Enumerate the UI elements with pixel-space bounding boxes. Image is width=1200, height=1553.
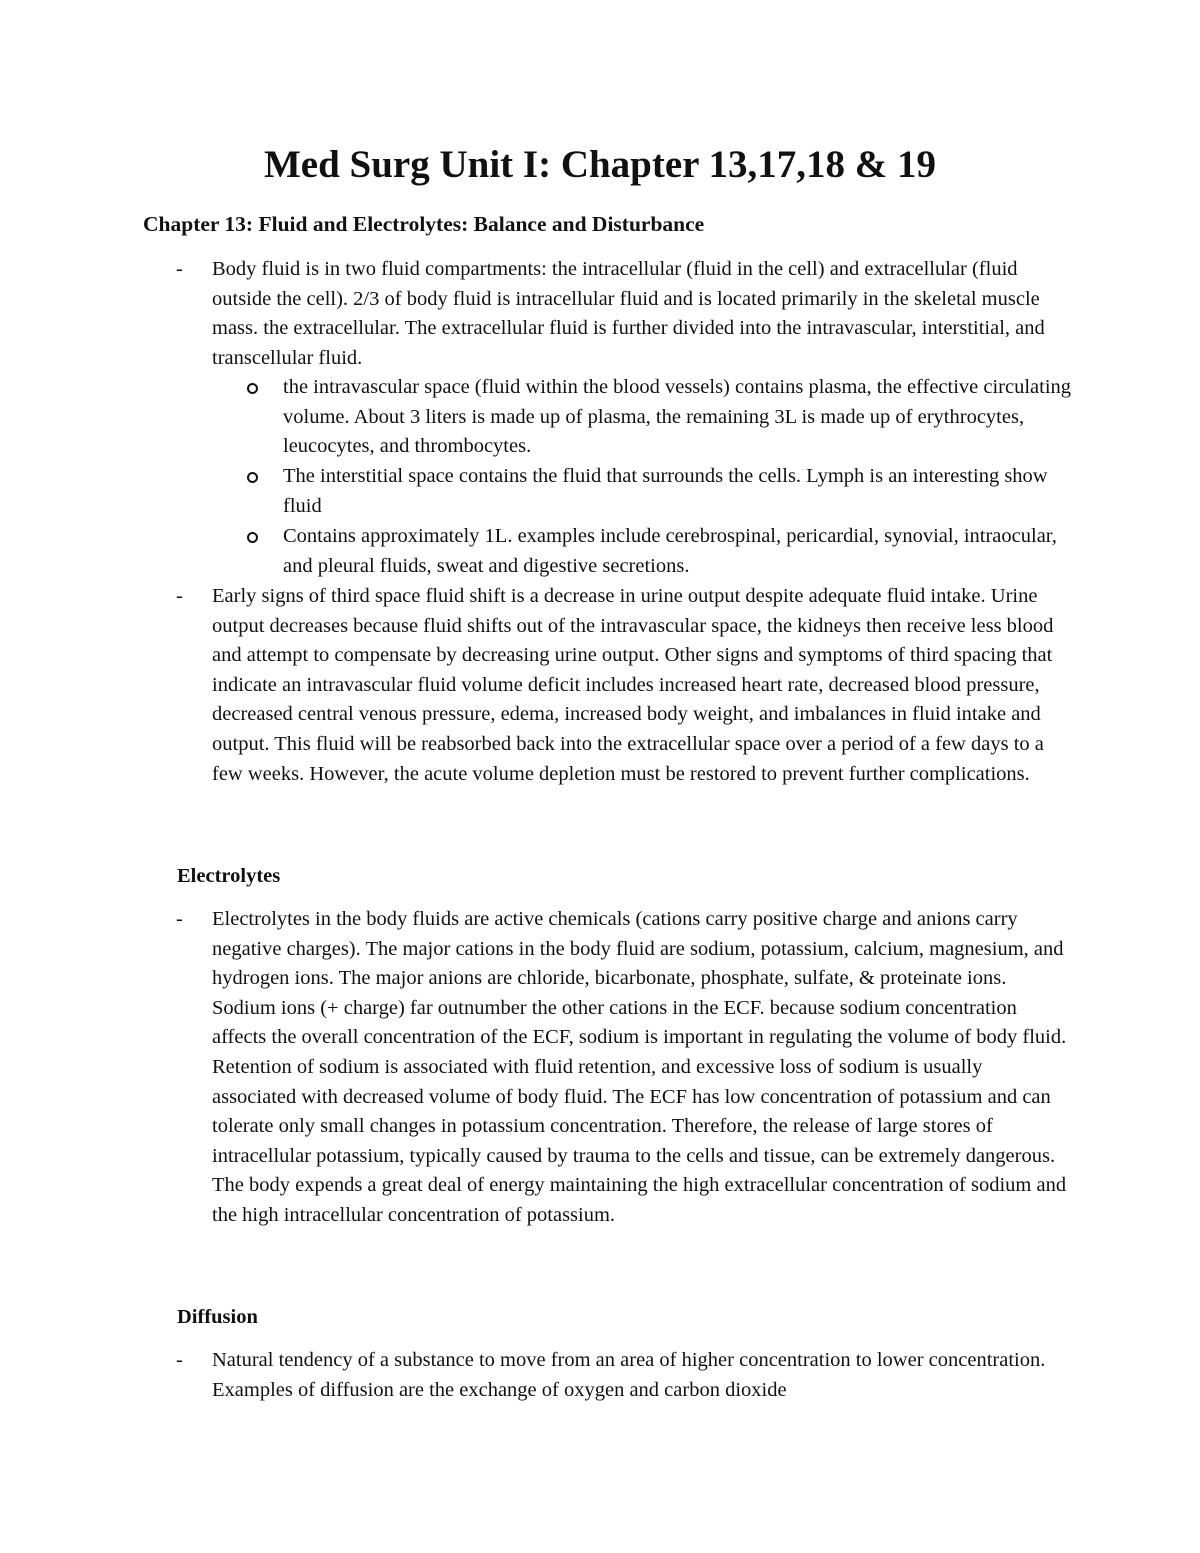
section-heading-chapter-13: Chapter 13: Fluid and Electrolytes: Balance and Disturbance bbox=[143, 212, 705, 236]
sub-list-item-text: The interstitial space contains the fluid that surrounds the cells. Lymph is an interesting show fluid bbox=[283, 465, 1048, 517]
sub-list-item bbox=[283, 373, 1073, 462]
list-item bbox=[176, 582, 1070, 789]
section-heading-electrolytes: Electrolytes bbox=[177, 865, 281, 887]
list-item-text: Body fluid is in two fluid compartments: the intracellular (fluid in the cell) and extracellular (fluid outside the cell). 2/3 of body fluid is intracellular fluid and is located primarily in the skeletal muscle mass. the extracellular. The extracellular fluid is further divided into the intravascular, interstitial, and transcellular fluid. bbox=[212, 258, 1045, 369]
circle-bullet-icon bbox=[247, 472, 258, 483]
list-item-text: Early signs of third space fluid shift is a decrease in urine output despite adequate fluid intake. Urine output decreases because fluid shifts out of the intravascular space, the kidneys then receive less blood and attempt to compensate by decreasing urine output. Other signs and symptoms of third spacing that indicate an intravascular fluid volume deficit includes increased heart rate, decreased blood pressure, decreased central venous pressure, edema, increased body weight, and imbalances in fluid intake and output. This fluid will be reabsorbed back into the extracellular space over a period of a few days to a few weeks. However, the acute volume depletion must be restored to prevent further complications. bbox=[212, 585, 1054, 785]
list-item bbox=[176, 1346, 1070, 1405]
list-item-text: Natural tendency of a substance to move from an area of higher concentration to lower concentration. Examples of diffusion are the exchange of oxygen and carbon dioxide bbox=[212, 1349, 1046, 1401]
document-title: Med Surg Unit I: Chapter 13,17,18 & 19 bbox=[263, 143, 937, 186]
section-heading-diffusion: Diffusion bbox=[177, 1306, 258, 1328]
dash-bullet-icon: - bbox=[176, 908, 183, 930]
sub-list-item-text: the intravascular space (fluid within the blood vessels) contains plasma, the effective circulating volume. About 3 liters is made up of plasma, the remaining 3L is made up of erythrocytes, leucocytes, and thrombocytes. bbox=[283, 376, 1072, 458]
sub-list-item bbox=[283, 462, 1073, 521]
dash-bullet-icon: - bbox=[176, 258, 183, 280]
dash-bullet-icon: - bbox=[176, 1349, 183, 1371]
list-item bbox=[176, 905, 1070, 1231]
circle-bullet-icon bbox=[247, 383, 258, 394]
circle-bullet-icon bbox=[247, 532, 258, 543]
list-item bbox=[176, 255, 1070, 373]
dash-bullet-icon: - bbox=[176, 585, 183, 607]
sub-list-item-text: Contains approximately 1L. examples include cerebrospinal, pericardial, synovial, intraocular, and pleural fluids, sweat and digestive secretions. bbox=[283, 525, 1057, 577]
sub-list-item bbox=[283, 522, 1073, 581]
list-item-text: Electrolytes in the body fluids are active chemicals (cations carry positive charge and anions carry negative charges). The major cations in the body fluid are sodium, potassium, calcium, magnesium, and hydrogen ions. The major anions are chloride, bicarbonate, phosphate, sulfate, & proteinate ions. Sodium ions (+ charge) far outnumber the other cations in the ECF. because sodium concentration affects the overall concentration of the ECF, sodium is important in regulating the volume of body fluid. Retention of sodium is associated with fluid retention, and excessive loss of sodium is usually associated with decreased volume of body fluid. The ECF has low concentration of potassium and can tolerate only small changes in potassium concentration. Therefore, the release of large stores of intracellular potassium, typically caused by trauma to the cells and tissue, can be extremely dangerous. The body expends a great deal of energy maintaining the high extracellular concentration of sodium and the high intracellular concentration of potassium. bbox=[212, 908, 1067, 1226]
